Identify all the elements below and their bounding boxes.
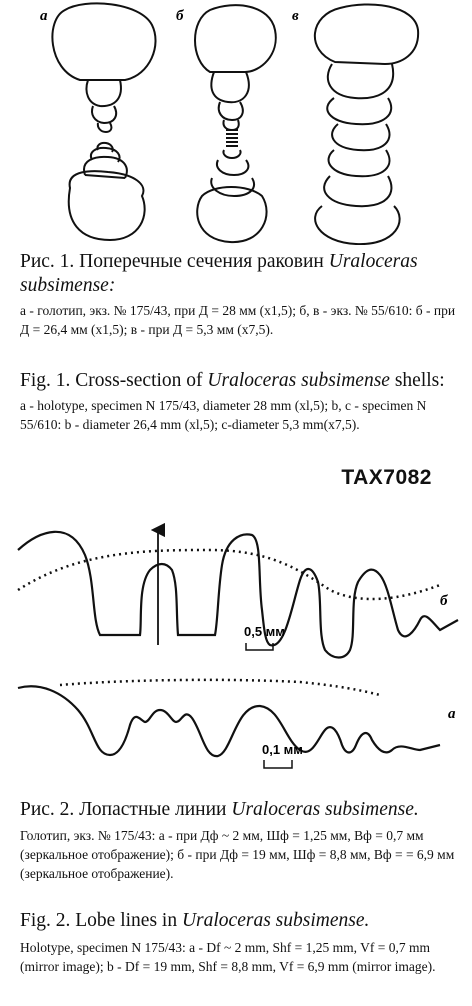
figure-1-caption-ru: [20, 250, 460, 298]
figure-1-caption-ru-prefix: Рис. 1. Поперечные сечения раковин: [20, 251, 329, 272]
lobe-line-label-b: б: [440, 593, 448, 609]
cross-section-v: [315, 4, 418, 244]
figure-2-caption-en: [20, 909, 460, 933]
scale-label-bottom: 0,1 мм: [262, 742, 303, 757]
lobe-line-a: [18, 686, 440, 756]
figure-1-details-ru: а - голотип, экз. № 175/43, при Д = 28 мм (x1,5); б, в - экз. № 55/610: б - при Д = 26,4 мм (x1,5); в - при Д = 5,3 мм (x7,5).: [20, 303, 456, 337]
lobe-line-a-dotted: [60, 680, 380, 695]
figure-2-caption-en-prefix: Fig. 2. Lobe lines in: [20, 910, 182, 931]
figure-2-lobe-lines: [0, 510, 472, 780]
figure-1-caption-en-species: Uraloceras subsimense: [207, 370, 390, 391]
figure-2-caption-ru-prefix: Рис. 2. Лопастные линии: [20, 799, 232, 820]
figure-2-caption-ru: [20, 798, 460, 822]
scale-label-top: 0,5 мм: [244, 624, 285, 639]
panel-label-a: а: [40, 8, 48, 24]
figure-1-caption-en-suffix: shells:: [389, 370, 445, 391]
scale-bar-top: [244, 624, 285, 650]
lobe-line-b: [18, 532, 458, 658]
figure-1-caption-ru-species: Uraloceras subsimense:: [20, 251, 418, 296]
figure-2-details-ru: Голотип, экз. № 175/43: а - при Дф ~ 2 мм, Шф = 1,25 мм, Вф = 0,7 мм (зеркальное отображение); б - при Дф = 19 мм, Шф = 8,8 мм, Вф = = 6,9 мм (зеркальное отображение).: [20, 828, 455, 881]
figure-1-caption-en: [20, 369, 460, 393]
scale-bar-bottom: [262, 742, 303, 768]
figure-1-details-en: a - holotype, specimen N 175/43, diameter 28 mm (xl,5); b, c - specimen N 55/610: b - diameter 26,4 mm (xl,5); c-diameter 5,3 mm(x7,5).: [20, 398, 427, 432]
figure-2-caption-ru-species: Uraloceras subsimense.: [231, 799, 419, 820]
panel-label-b: б: [176, 8, 184, 24]
figure-1-caption-en-prefix: Fig. 1. Cross-section of: [20, 370, 208, 391]
figure-2-details-en: Holotype, specimen N 175/43: a - Df ~ 2 mm, Shf = 1,25 mm, Vf = 0,7 mm (mirror image); b - Df = 19 mm, Shf = 8,8 mm, Vf = 6,9 mm (mirror image).: [20, 940, 436, 974]
figure-2-caption-en-species: Uraloceras subsimense.: [181, 910, 370, 931]
lobe-line-label-a: а: [448, 706, 456, 722]
cross-section-b: [195, 5, 276, 242]
panel-label-v: в: [292, 8, 299, 24]
figure-1-cross-sections: [0, 0, 472, 245]
lobe-line-b-dotted: [18, 550, 440, 599]
cross-section-a: [52, 3, 155, 240]
stamp-label: TAX7082: [341, 466, 432, 489]
